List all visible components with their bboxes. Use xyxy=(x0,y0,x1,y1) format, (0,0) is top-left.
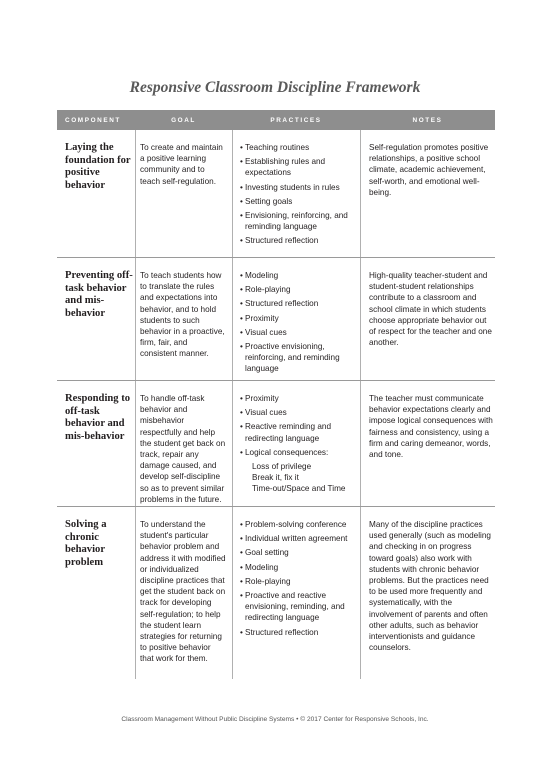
practice-text: Setting goals xyxy=(245,196,293,206)
practice-item xyxy=(240,421,356,443)
subpractice-item: Loss of privilege xyxy=(252,462,312,472)
goal-cell: To understand the student's particular behavior problem and address it with modified or individualized discipline practices that get the student back on track for developing self-regulation; to help the student learn strategies for returning to positive behavior that work for them. xyxy=(135,507,232,679)
bullet-icon: • xyxy=(240,157,243,167)
notes-cell: Many of the discipline practices used generally (such as modeling and checking in on progress toward goals) also work with students with chronic behavior problems. But the practices need to be used more frequently and systematically, with the involvement of parents and often other adults, such as behavior interventionists and guidance counselors. xyxy=(360,507,495,679)
practice-text: Proximity xyxy=(245,394,279,403)
practice-item xyxy=(240,627,356,638)
practice-item xyxy=(240,562,356,573)
practice-item xyxy=(240,519,356,530)
practices-cell xyxy=(232,258,360,381)
bullet-icon: • xyxy=(240,447,243,457)
notes-cell: Self-regulation promotes positive relationships, a positive school climate, academic achievement, self-worth, and emotional well-being. xyxy=(360,130,495,257)
component-cell: Preventing off-task behavior and mis-behavior xyxy=(65,270,133,319)
practice-item xyxy=(240,547,356,558)
practice-text: Logical consequences: xyxy=(245,447,329,457)
practice-text: Modeling xyxy=(245,271,279,280)
practice-item xyxy=(240,182,356,193)
practice-text: Proactive and reactive envisioning, reminding, and redirecting language xyxy=(245,591,345,623)
page-title: Responsive Classroom Discipline Framework xyxy=(129,79,421,96)
bullet-icon: • xyxy=(240,285,243,295)
practice-item xyxy=(240,142,356,153)
goal-cell: To teach students how to translate the rules and expectations into behavior, and to hold students to such behavior in a proactive, firm, fair, and consistent manner. xyxy=(135,258,232,381)
practice-item xyxy=(240,447,356,458)
table-row xyxy=(57,257,495,381)
practice-item xyxy=(240,533,356,544)
practice-text: Investing students in rules xyxy=(245,182,340,192)
practice-text: Reactive reminding and redirecting language xyxy=(245,422,332,443)
bullet-icon: • xyxy=(240,422,243,432)
practice-item xyxy=(240,341,356,375)
table-row xyxy=(57,130,495,257)
practice-item xyxy=(240,298,356,309)
bullet-icon: • xyxy=(240,342,243,352)
practice-item xyxy=(240,196,356,207)
practice-text: Modeling xyxy=(245,562,279,572)
bullet-icon: • xyxy=(240,196,243,206)
notes-cell: High-quality teacher-student and student-student relationships contribute to a classroom and school climate in which students choose appropriate behavior out of respect for the teacher and one another. xyxy=(360,258,495,381)
practice-item xyxy=(240,576,356,587)
goal-cell: To create and maintain a positive learning community and to teach self-regulation. xyxy=(135,130,232,257)
practice-item xyxy=(240,284,356,295)
practice-item xyxy=(240,590,356,624)
practice-text: Visual cues xyxy=(245,327,287,337)
framework-table xyxy=(57,110,495,664)
practices-cell xyxy=(232,381,360,507)
subpractice-item: Break it, fix it xyxy=(252,473,299,483)
bullet-icon: • xyxy=(240,627,243,637)
practice-text: Proactive envisioning, reinforcing, and reminding language xyxy=(245,342,340,374)
header-practices: PRACTICES xyxy=(270,116,322,124)
bullet-icon: • xyxy=(240,591,243,601)
notes-cell: The teacher must communicate behavior expectations clearly and impose logical consequences with fairness and consistency, using a firm and caring demeanor, words, and tone. xyxy=(360,381,495,507)
bullet-icon: • xyxy=(240,548,243,558)
bullet-icon: • xyxy=(240,576,243,586)
practice-item xyxy=(240,393,356,404)
practice-text: Role-playing xyxy=(245,576,291,586)
practice-text: Structured reflection xyxy=(245,627,319,637)
practice-text: Teaching routines xyxy=(245,143,310,152)
table-row xyxy=(57,506,495,679)
practice-text: Establishing rules and expectations xyxy=(245,157,326,178)
practice-text: Visual cues xyxy=(245,408,287,418)
practice-item xyxy=(240,270,356,281)
component-cell: Solving a chronic behavior problem xyxy=(65,519,107,568)
bullet-icon: • xyxy=(240,313,243,323)
practice-text: Proximity xyxy=(245,313,279,323)
bullet-icon: • xyxy=(240,143,243,152)
header-component: COMPONENT xyxy=(65,116,121,124)
goal-cell: To handle off-task behavior and misbehavior respectfully and help the student get back on track, repair any damage caused, and develop self-discipline so as to prevent similar problems in the future. xyxy=(135,381,232,507)
table-header xyxy=(57,110,495,130)
bullet-icon: • xyxy=(240,271,243,280)
bullet-icon: • xyxy=(240,211,243,221)
bullet-icon: • xyxy=(240,408,243,418)
practice-item xyxy=(240,210,356,232)
practices-cell xyxy=(232,130,360,257)
table-row xyxy=(57,380,495,507)
practice-item xyxy=(240,407,356,418)
component-cell: Laying the foundation for positive behavior xyxy=(65,142,131,191)
bullet-icon: • xyxy=(240,534,243,544)
practice-text: Individual written agreement xyxy=(245,534,348,544)
practice-text: Goal setting xyxy=(245,548,289,558)
header-goal: GOAL xyxy=(171,116,196,124)
practice-item xyxy=(240,327,356,338)
practice-text: Role-playing xyxy=(245,285,291,295)
page-footer: Classroom Management Without Public Discipline Systems • © 2017 Center for Responsive Schools, Inc. xyxy=(121,716,429,723)
practices-cell xyxy=(232,507,360,679)
practice-item xyxy=(240,156,356,178)
bullet-icon: • xyxy=(240,520,243,529)
bullet-icon: • xyxy=(240,236,243,246)
practice-item xyxy=(240,313,356,324)
subpractice-item: Time-out/Space and Time xyxy=(252,484,346,494)
practice-text: Problem-solving conference xyxy=(245,520,347,529)
header-notes: NOTES xyxy=(412,116,443,124)
practice-text: Envisioning, reinforcing, and reminding language xyxy=(245,211,348,232)
bullet-icon: • xyxy=(240,299,243,309)
bullet-icon: • xyxy=(240,394,243,403)
bullet-icon: • xyxy=(240,327,243,337)
practice-item xyxy=(240,235,356,246)
bullet-icon: • xyxy=(240,562,243,572)
component-cell: Responding to off-task behavior and mis-behavior xyxy=(65,393,131,442)
bullet-icon: • xyxy=(240,182,243,192)
practice-text: Structured reflection xyxy=(245,236,319,246)
practice-text: Structured reflection xyxy=(245,299,319,309)
